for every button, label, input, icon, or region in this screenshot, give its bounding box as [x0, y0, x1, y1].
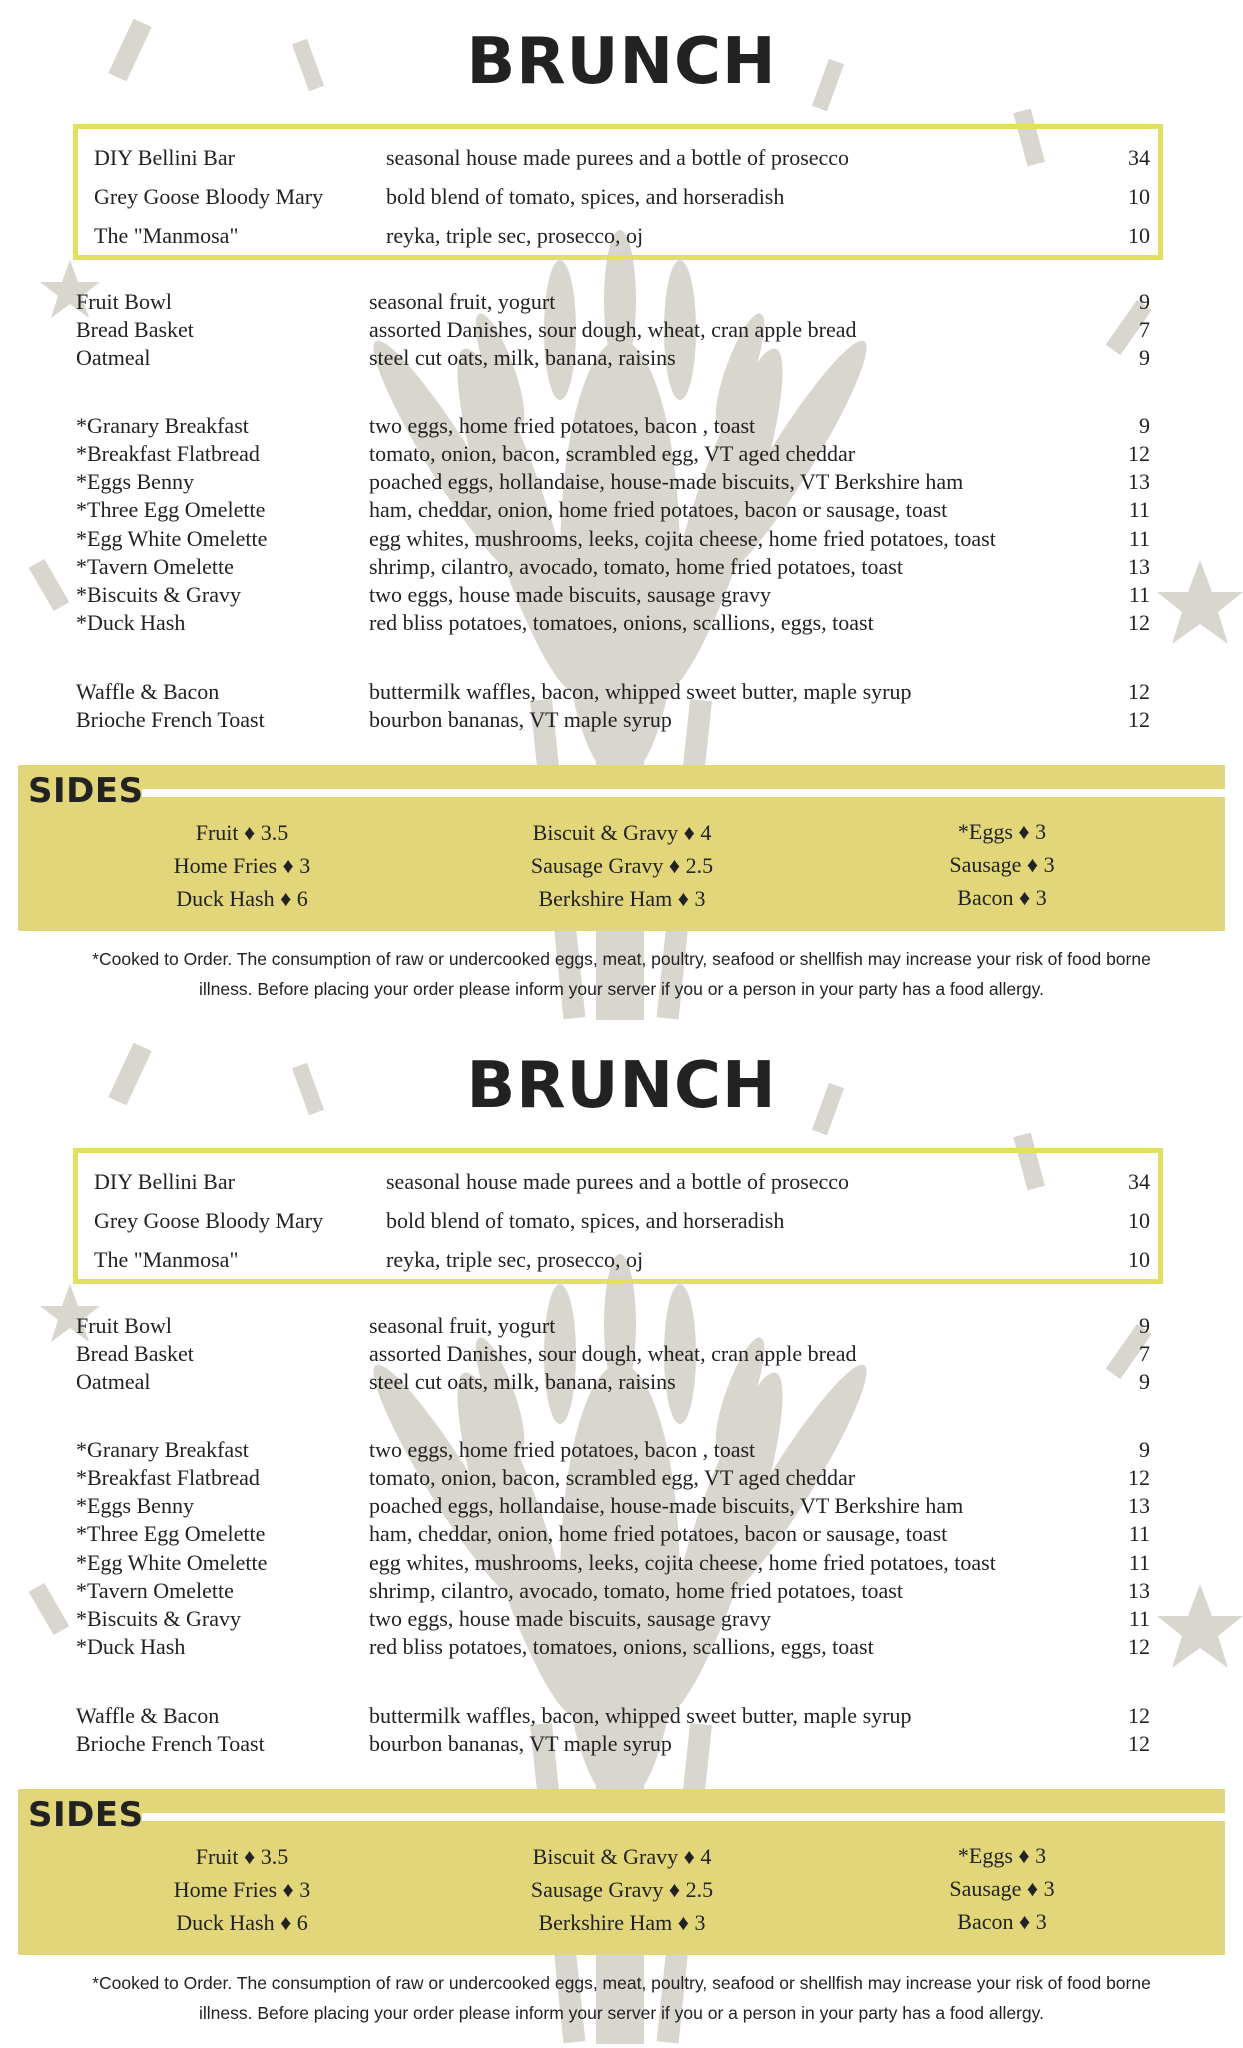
item-description: egg whites, mushrooms, leeks, cojita cheese, home fried potatoes, toast: [369, 526, 996, 551]
item-price: 11: [1128, 1550, 1150, 1575]
item-description: poached eggs, hollandaise, house-made biscuits, VT Berkshire ham: [369, 469, 964, 494]
item-price: 13: [1128, 554, 1150, 579]
item-description: two eggs, home fried potatoes, bacon , toast: [369, 1437, 756, 1462]
allergy-notice: [30, 944, 1213, 1004]
side-item: Berkshire Ham ♦ 3: [538, 886, 706, 911]
menu-page-2: [0, 1024, 1243, 2048]
item-description: steel cut oats, milk, banana, raisins: [369, 345, 676, 370]
side-item: Duck Hash ♦ 6: [176, 1910, 308, 1935]
menu-item: [0, 1206, 1243, 1236]
item-price: 11: [1128, 1606, 1150, 1631]
item-price: 12: [1128, 1703, 1150, 1728]
item-price: 9: [1139, 1369, 1150, 1394]
menu-item: [0, 1729, 1243, 1759]
menu-item: [0, 677, 1243, 707]
item-price: 9: [1139, 413, 1150, 438]
item-description: ham, cheddar, onion, home fried potatoes, bacon or sausage, toast: [369, 1521, 948, 1546]
sides-heading: SIDES: [28, 1795, 144, 1835]
item-name: Grey Goose Bloody Mary: [94, 1208, 324, 1233]
item-name: *Duck Hash: [76, 1634, 186, 1659]
item-price: 11: [1128, 582, 1150, 607]
allergy-notice-line: *Cooked to Order. The consumption of raw or undercooked eggs, meat, poultry, seafood or shellfish may increase your risk of food borne: [92, 949, 1151, 969]
menu-item: [0, 1367, 1243, 1397]
allergy-notice: [30, 1968, 1213, 2028]
menu-item: [0, 467, 1243, 497]
item-name: *Granary Breakfast: [76, 413, 249, 438]
item-name: *Tavern Omelette: [76, 554, 234, 579]
menu-item: [0, 1435, 1243, 1465]
item-name: Brioche French Toast: [76, 707, 265, 732]
side-item: Fruit ♦ 3.5: [195, 820, 289, 845]
item-name: *Egg White Omelette: [76, 526, 268, 551]
item-price: 12: [1128, 610, 1150, 635]
menu-item: [0, 495, 1243, 525]
item-price: 11: [1128, 1521, 1150, 1546]
side-item: Bacon ♦ 3: [957, 885, 1047, 910]
item-price: 7: [1139, 317, 1150, 342]
item-name: Fruit Bowl: [76, 289, 172, 314]
menu-item: [0, 608, 1243, 638]
menu-item: [0, 1339, 1243, 1369]
item-name: *Biscuits & Gravy: [76, 1606, 241, 1631]
side-item: *Eggs ♦ 3: [957, 1843, 1047, 1868]
item-description: bold blend of tomato, spices, and horseradish: [386, 1208, 785, 1233]
item-name: *Granary Breakfast: [76, 1437, 249, 1462]
item-description: shrimp, cilantro, avocado, tomato, home fried potatoes, toast: [369, 1578, 903, 1603]
allergy-notice-line: *Cooked to Order. The consumption of raw or undercooked eggs, meat, poultry, seafood or shellfish may increase your risk of food borne: [92, 1973, 1151, 1993]
item-description: assorted Danishes, sour dough, wheat, cran apple bread: [369, 1341, 857, 1366]
item-price: 34: [1128, 1169, 1150, 1194]
menu-item: [0, 1576, 1243, 1606]
item-price: 10: [1128, 1247, 1150, 1272]
side-item: Duck Hash ♦ 6: [176, 886, 308, 911]
item-name: The "Manmosa": [94, 223, 239, 248]
menu-item: [0, 580, 1243, 610]
item-price: 10: [1128, 184, 1150, 209]
item-description: seasonal house made purees and a bottle of prosecco: [386, 1169, 850, 1194]
sides-heading: SIDES: [28, 771, 144, 811]
menu-item: [0, 1491, 1243, 1521]
item-name: Bread Basket: [76, 1341, 194, 1366]
side-item: *Eggs ♦ 3: [957, 819, 1047, 844]
menu-item: [0, 1701, 1243, 1731]
menu-item: [0, 1548, 1243, 1578]
item-name: Waffle & Bacon: [76, 1703, 220, 1728]
item-price: 12: [1128, 679, 1150, 704]
item-description: seasonal house made purees and a bottle of prosecco: [386, 145, 850, 170]
item-name: Oatmeal: [76, 1369, 151, 1394]
item-description: poached eggs, hollandaise, house-made biscuits, VT Berkshire ham: [369, 1493, 964, 1518]
menu-item: [0, 221, 1243, 251]
side-item: Biscuit & Gravy ♦ 4: [532, 820, 712, 845]
item-name: Bread Basket: [76, 317, 194, 342]
item-name: *Eggs Benny: [76, 469, 194, 494]
item-price: 9: [1139, 289, 1150, 314]
item-description: buttermilk waffles, bacon, whipped sweet butter, maple syrup: [369, 1703, 912, 1728]
item-description: reyka, triple sec, prosecco, oj: [386, 1247, 644, 1272]
item-description: steel cut oats, milk, banana, raisins: [369, 1369, 676, 1394]
menu-item: [0, 343, 1243, 373]
page-title: BRUNCH: [466, 25, 777, 99]
item-description: seasonal fruit, yogurt: [369, 1313, 556, 1338]
item-price: 9: [1139, 1437, 1150, 1462]
menu-item: [0, 315, 1243, 345]
item-price: 10: [1128, 1208, 1150, 1233]
item-description: bold blend of tomato, spices, and horseradish: [386, 184, 785, 209]
item-description: two eggs, house made biscuits, sausage gravy: [369, 582, 772, 607]
item-description: assorted Danishes, sour dough, wheat, cran apple bread: [369, 317, 857, 342]
allergy-notice-line: illness. Before placing your order please inform your server if you or a person in your party has a food allergy.: [199, 2003, 1044, 2023]
item-description: egg whites, mushrooms, leeks, cojita cheese, home fried potatoes, toast: [369, 1550, 996, 1575]
menu-item: [0, 411, 1243, 441]
menu-item: [0, 524, 1243, 554]
menu-item: [0, 1632, 1243, 1662]
menu-item: [0, 287, 1243, 317]
menu-item: [0, 705, 1243, 735]
item-price: 9: [1139, 1313, 1150, 1338]
item-description: two eggs, home fried potatoes, bacon , toast: [369, 413, 756, 438]
item-price: 10: [1128, 223, 1150, 248]
item-price: 7: [1139, 1341, 1150, 1366]
item-description: tomato, onion, bacon, scrambled egg, VT aged cheddar: [369, 441, 856, 466]
side-item: Home Fries ♦ 3: [173, 1877, 311, 1902]
item-name: Brioche French Toast: [76, 1731, 265, 1756]
side-item: Sausage Gravy ♦ 2.5: [530, 1877, 714, 1902]
side-item: Sausage ♦ 3: [949, 852, 1055, 877]
side-item: Sausage Gravy ♦ 2.5: [530, 853, 714, 878]
item-price: 34: [1128, 145, 1150, 170]
item-name: *Tavern Omelette: [76, 1578, 234, 1603]
item-price: 13: [1128, 469, 1150, 494]
item-price: 9: [1139, 345, 1150, 370]
item-description: reyka, triple sec, prosecco, oj: [386, 223, 644, 248]
item-name: *Breakfast Flatbread: [76, 1465, 260, 1490]
menu-item: [0, 1245, 1243, 1275]
item-price: 13: [1128, 1578, 1150, 1603]
item-name: Oatmeal: [76, 345, 151, 370]
menu-item: [0, 1167, 1243, 1197]
item-name: *Eggs Benny: [76, 1493, 194, 1518]
side-item: Biscuit & Gravy ♦ 4: [532, 1844, 712, 1869]
item-name: The "Manmosa": [94, 1247, 239, 1272]
menu-item: [0, 143, 1243, 173]
menu-item: [0, 182, 1243, 212]
item-description: bourbon bananas, VT maple syrup: [369, 707, 672, 732]
item-name: Fruit Bowl: [76, 1313, 172, 1338]
item-name: *Duck Hash: [76, 610, 186, 635]
item-name: *Egg White Omelette: [76, 1550, 268, 1575]
item-name: *Biscuits & Gravy: [76, 582, 241, 607]
side-item: Home Fries ♦ 3: [173, 853, 311, 878]
item-description: bourbon bananas, VT maple syrup: [369, 1731, 672, 1756]
item-description: red bliss potatoes, tomatoes, onions, scallions, eggs, toast: [369, 610, 874, 635]
item-price: 12: [1128, 1634, 1150, 1659]
item-price: 11: [1128, 526, 1150, 551]
page-title: BRUNCH: [466, 1049, 777, 1123]
item-price: 11: [1128, 497, 1150, 522]
item-price: 12: [1128, 707, 1150, 732]
menu-item: [0, 1311, 1243, 1341]
item-description: shrimp, cilantro, avocado, tomato, home fried potatoes, toast: [369, 554, 903, 579]
sides-divider: [142, 1813, 1225, 1821]
item-description: red bliss potatoes, tomatoes, onions, scallions, eggs, toast: [369, 1634, 874, 1659]
item-description: ham, cheddar, onion, home fried potatoes, bacon or sausage, toast: [369, 497, 948, 522]
item-price: 12: [1128, 1465, 1150, 1490]
menu-item: [0, 439, 1243, 469]
menu-item: [0, 1604, 1243, 1634]
menu-item: [0, 552, 1243, 582]
menu-item: [0, 1519, 1243, 1549]
item-price: 13: [1128, 1493, 1150, 1518]
item-name: *Three Egg Omelette: [76, 1521, 266, 1546]
item-name: Grey Goose Bloody Mary: [94, 184, 324, 209]
item-price: 12: [1128, 1731, 1150, 1756]
side-item: Berkshire Ham ♦ 3: [538, 1910, 706, 1935]
item-description: two eggs, house made biscuits, sausage gravy: [369, 1606, 772, 1631]
item-name: *Three Egg Omelette: [76, 497, 266, 522]
sides-divider: [142, 789, 1225, 797]
item-name: DIY Bellini Bar: [94, 1169, 235, 1194]
allergy-notice-line: illness. Before placing your order please inform your server if you or a person in your party has a food allergy.: [199, 979, 1044, 999]
side-item: Sausage ♦ 3: [949, 1876, 1055, 1901]
item-name: *Breakfast Flatbread: [76, 441, 260, 466]
item-price: 12: [1128, 441, 1150, 466]
item-name: Waffle & Bacon: [76, 679, 220, 704]
item-description: tomato, onion, bacon, scrambled egg, VT aged cheddar: [369, 1465, 856, 1490]
side-item: Fruit ♦ 3.5: [195, 1844, 289, 1869]
side-item: Bacon ♦ 3: [957, 1909, 1047, 1934]
item-description: seasonal fruit, yogurt: [369, 289, 556, 314]
item-name: DIY Bellini Bar: [94, 145, 235, 170]
menu-item: [0, 1463, 1243, 1493]
item-description: buttermilk waffles, bacon, whipped sweet butter, maple syrup: [369, 679, 912, 704]
